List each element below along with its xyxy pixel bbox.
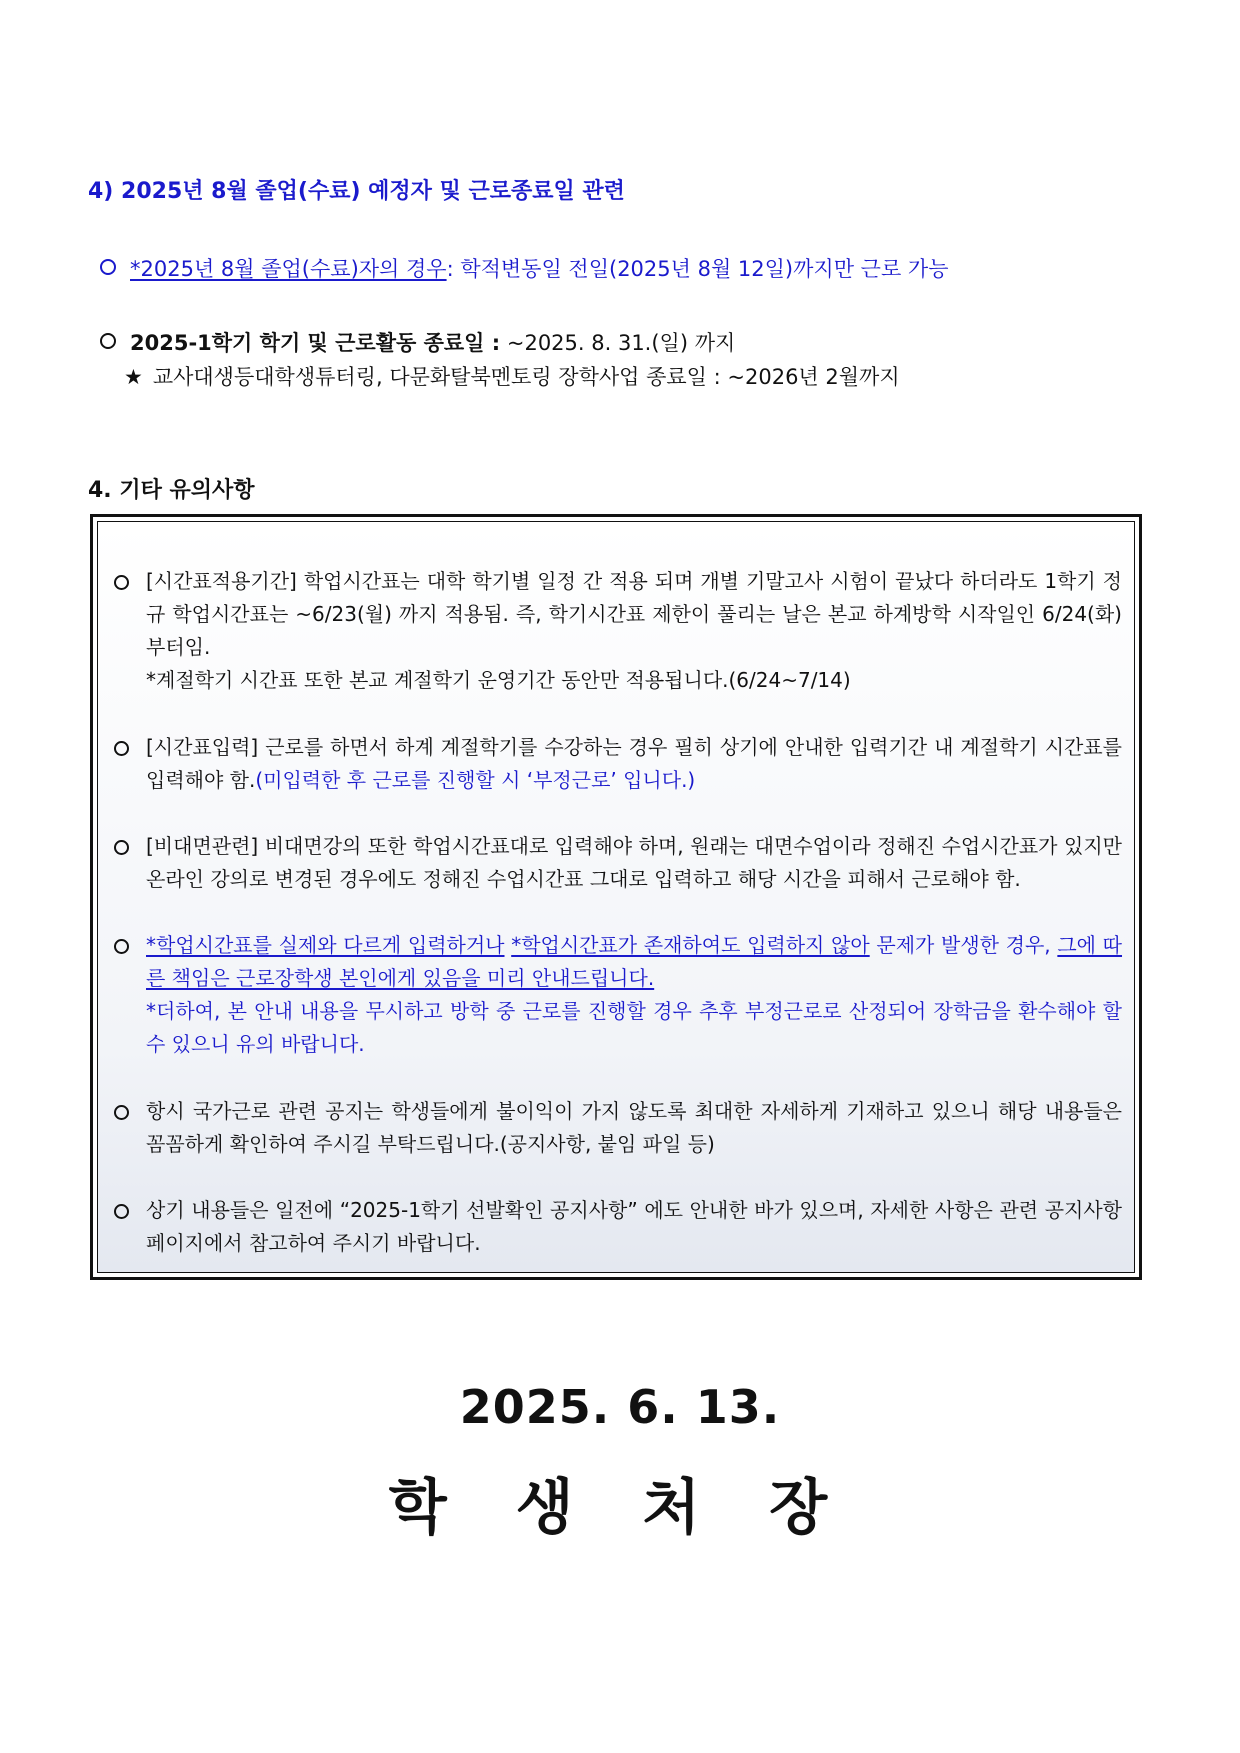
issuing-office: 학 생 처 장 (388, 1473, 852, 1543)
note-item-timetable-period (114, 565, 1122, 697)
note-underline-2: *학업시간표가 존재하여도 입력하지 않아 (511, 933, 870, 957)
work-end-label: 2025-1학기 학기 및 근로활동 종료일 : (130, 331, 501, 355)
circle-bullet-icon (114, 939, 129, 954)
graduation-condition-detail: : 학적변동일 전일(2025년 8월 12일)까지만 근로 가능 (446, 257, 949, 281)
circle-bullet-icon (114, 741, 129, 756)
circle-bullet-icon (114, 840, 129, 855)
note-text: 상기 내용들은 일전에 “2025-1학기 선발확인 공지사항” 에도 안내한 바가 있으며, 자세한 사항은 관련 공지사항 페이지에서 참고하여 주시기 바랍니다. (146, 1198, 1122, 1255)
note-text: [비대면관련] 비대면강의 또한 학업시간표대로 입력해야 하며, 원래는 대면수업이라 정해진 수업시간표가 있지만 온라인 강의로 변경된 경우에도 정해진 수업시간표 그대로 입력하고 해당 시간을 피해서 근로해야 함. (146, 834, 1122, 891)
note-underline-3: 그에 따른 책임은 근로장학생 본인에게 있음을 미리 안내드립니다. (146, 933, 1123, 990)
circle-bullet-icon (100, 333, 116, 349)
notice-box (90, 514, 1142, 1280)
graduation-line-3 (124, 361, 900, 391)
work-end-value: ~2025. 8. 31.(일) 까지 (506, 331, 736, 355)
note-extra: *계절학기 시간표 또한 본교 계절학기 운영기간 동안만 적용됩니다.(6/24~7/14) (146, 668, 851, 692)
circle-bullet-icon (114, 1204, 129, 1219)
circle-bullet-icon (100, 259, 116, 275)
circle-bullet-icon (114, 575, 129, 590)
graduation-section-heading: 4) 2025년 8월 졸업(수료) 예정자 및 근로종료일 관련 (88, 179, 625, 204)
note-item-timetable-input (114, 731, 1122, 797)
note-item-responsibility (114, 929, 1122, 1061)
note-item-reference (114, 1194, 1122, 1260)
document-date: 2025. 6. 13. (459, 1380, 781, 1434)
note-text: [시간표입력] 근로를 하면서 하계 계절학기를 수강하는 경우 필히 상기에 안내한 입력기간 내 계절학기 시간표를 입력해야 함. (146, 735, 1122, 792)
circle-bullet-icon (114, 1105, 129, 1120)
notes-section-heading: 4. 기타 유의사항 (88, 478, 255, 503)
note-extra: *더하여, 본 안내 내용을 무시하고 방학 중 근로를 진행할 경우 추후 부정근로로 산정되어 장학금을 환수해야 할 수 있으니 유의 바랍니다. (146, 999, 1122, 1056)
note-text: [시간표적용기간] 학업시간표는 대학 학기별 일정 간 적용 되며 개별 기말고사 시험이 끝났다 하더라도 1학기 정규 학업시간표는 ~6/23(월) 까지 적용됨. 즉, 학기시간표 제한이 풀리는 날은 본교 하계방학 시작일인 6/24(화)부터임. (146, 569, 1122, 659)
note-mid: 문제가 발생한 경우, (876, 933, 1051, 957)
star-icon: ★ (124, 365, 143, 389)
graduation-line-2 (100, 327, 735, 357)
note-underline-1: *학업시간표를 실제와 다르게 입력하거나 (146, 933, 505, 957)
note-item-remote-class (114, 830, 1122, 896)
tutoring-end-text: 교사대생등대학생튜터링, 다문화탈북멘토링 장학사업 종료일 : ~2026년 2월까지 (152, 365, 900, 389)
graduation-condition-text: *2025년 8월 졸업(수료)자의 경우 (130, 257, 447, 281)
note-text: 항시 국가근로 관련 공지는 학생들에게 불이익이 가지 않도록 최대한 자세하게 기재하고 있으니 해당 내용들은 꼼꼼하게 확인하여 주시길 부탁드립니다.(공지사항, 붙임 파일 등) (146, 1099, 1122, 1156)
note-item-notice-check (114, 1095, 1122, 1161)
note-warning: (미입력한 후 근로를 진행할 시 ‘부정근로’ 입니다.) (255, 768, 696, 792)
notice-box-inner (97, 521, 1135, 1273)
graduation-line-1 (100, 253, 948, 283)
